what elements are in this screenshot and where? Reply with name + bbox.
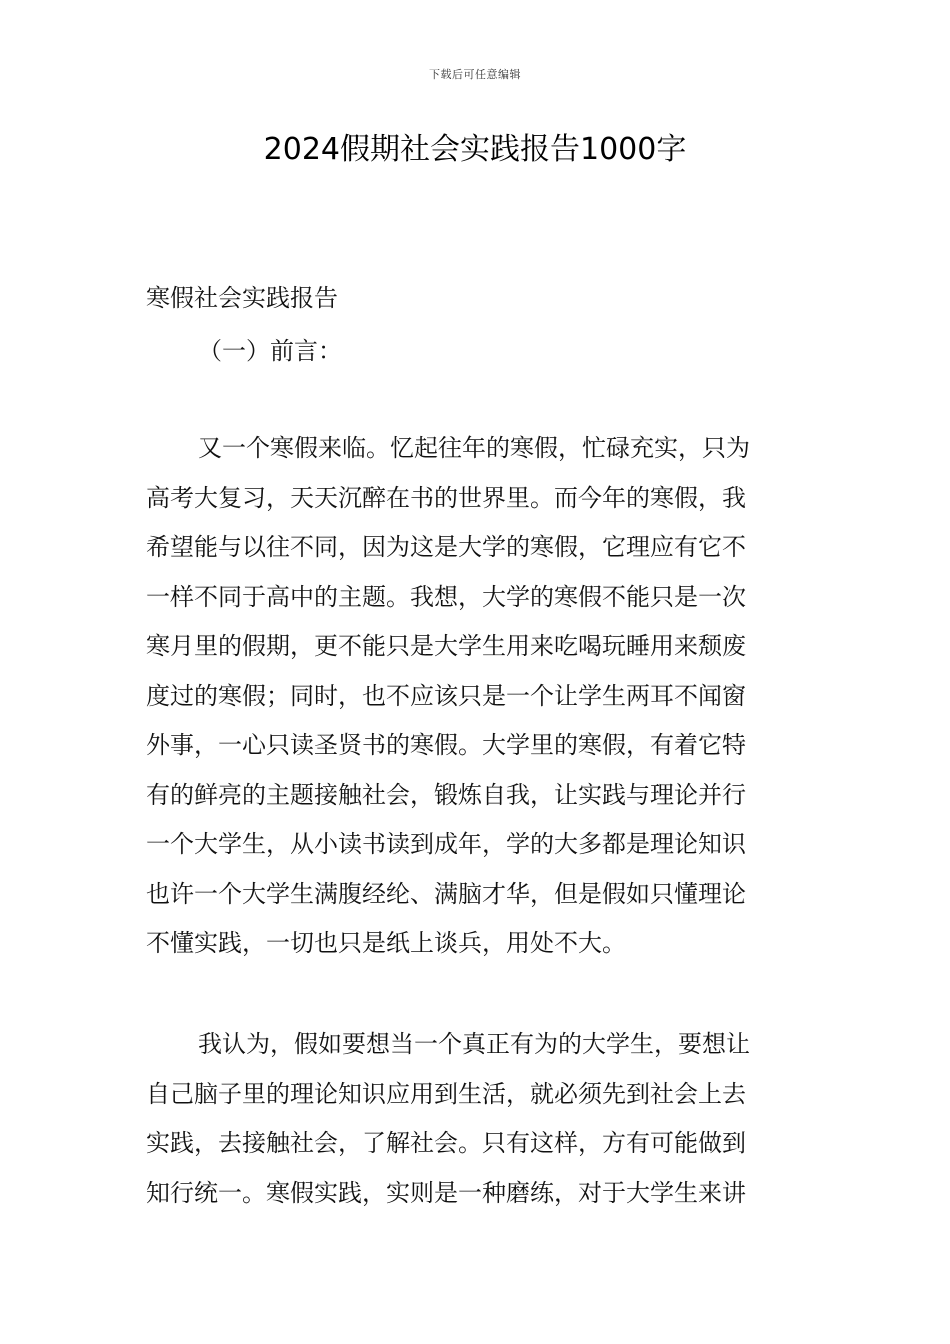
paragraph-line: 又一个寒假来临。忆起往年的寒假，忙碌充实，只为: [198, 434, 750, 462]
document-title: 2024假期社会实践报告1000字: [263, 132, 687, 167]
paragraph-line: 我认为，假如要想当一个真正有为的大学生，要想让: [198, 1030, 750, 1058]
paragraph-line: 也许一个大学生满腹经纶、满脑才华，但是假如只懂理论: [146, 879, 746, 908]
paragraph-line: 实践，去接触社会，了解社会。只有这样，方有可能做到: [146, 1129, 746, 1157]
paragraph-line: 高考大复习，天天沉醉在书的世界里。而今年的寒假，我: [146, 483, 746, 512]
paragraph-line: 知行统一。寒假实践，实则是一种磨练，对于大学生来讲: [146, 1178, 746, 1207]
header-note: 下载后可任意编辑: [429, 68, 521, 81]
paragraph: [146, 424, 810, 969]
paragraph: [146, 1020, 810, 1218]
section-heading: 寒假社会实践报告: [146, 284, 338, 312]
paragraph-line: 不懂实践，一切也只是纸上谈兵，用处不大。: [146, 929, 626, 957]
paragraph-line: 有的鲜亮的主题接触社会，锻炼自我，让实践与理论并行: [146, 780, 746, 809]
paragraph-line: 一个大学生，从小读书读到成年，学的大多都是理论知识: [146, 830, 746, 858]
subsection-heading: （一）前言：: [198, 337, 342, 365]
paragraph-line: 自己脑子里的理论知识应用到生活，就必须先到社会上去: [146, 1079, 746, 1108]
paragraph-line: 度过的寒假；同时，也不应该只是一个让学生两耳不闻窗: [146, 681, 746, 710]
paragraph-line: 希望能与以往不同，因为这是大学的寒假，它理应有它不: [146, 533, 746, 561]
paragraph-line: 一样不同于高中的主题。我想，大学的寒假不能只是一次: [146, 582, 746, 611]
paragraph-line: 寒月里的假期，更不能只是大学生用来吃喝玩睡用来颓废: [146, 632, 746, 660]
paragraph-line: 外事，一心只读圣贤书的寒假。大学里的寒假，有着它特: [146, 731, 746, 759]
